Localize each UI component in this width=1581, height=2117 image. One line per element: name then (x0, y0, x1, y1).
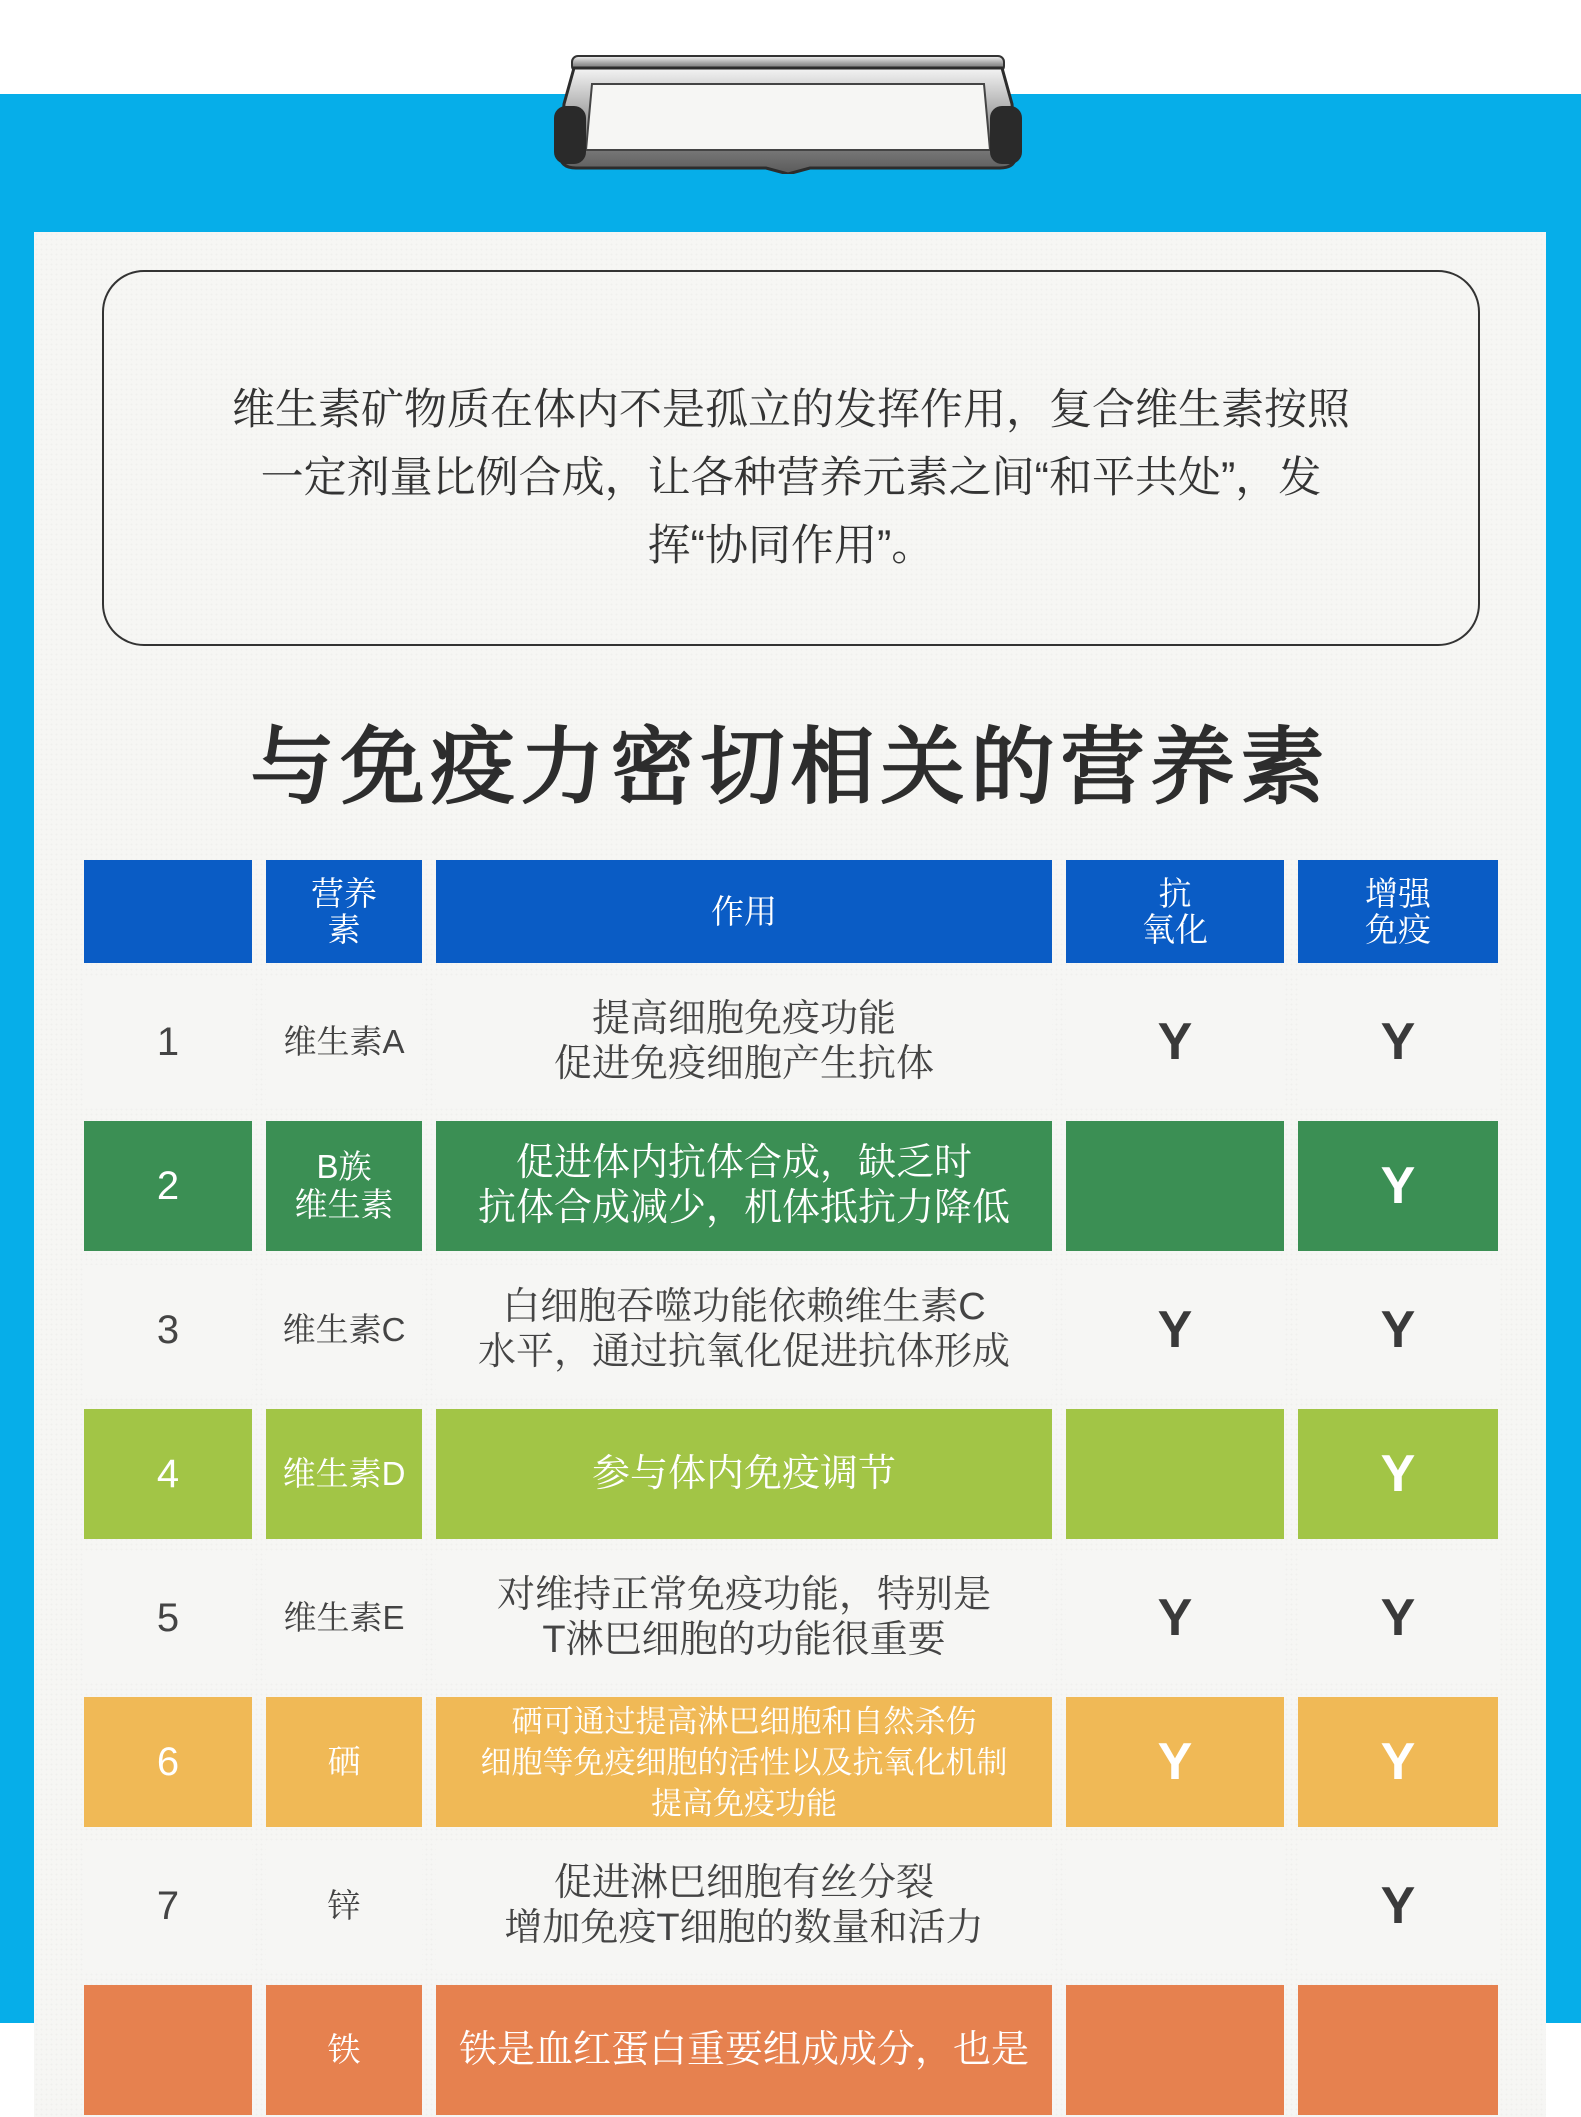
row-number: 3 (84, 1265, 252, 1395)
immunity-mark: Y (1298, 1265, 1498, 1395)
header-antioxidant-line: 抗 (1158, 874, 1192, 912)
nutrient-name-line: 铁 (327, 2031, 361, 2068)
immunity-mark: Y (1298, 1121, 1498, 1251)
row-number: 4 (84, 1409, 252, 1539)
antioxidant-mark: Y (1066, 977, 1284, 1107)
nutrient-name-line: 维生素D (282, 1455, 406, 1492)
header-effect: 作用 (436, 860, 1052, 963)
nutrient-name-line: 维生素E (283, 1599, 405, 1636)
nutrient-name (266, 1409, 422, 1539)
nutrient-effect-line: 水平，通过抗氧化促进抗体形成 (477, 1331, 1010, 1373)
row-number: 2 (84, 1121, 252, 1251)
intro-callout-box (102, 270, 1480, 646)
nutrient-effect-line: 促进体内抗体合成，缺乏时 (515, 1142, 972, 1184)
nutrient-name (266, 977, 422, 1107)
immunity-mark: Y (1298, 1841, 1498, 1971)
header-antioxidant-line: 氧化 (1142, 910, 1208, 948)
nutrient-effect (436, 1409, 1052, 1539)
nutrient-effect-line: 硒可通过提高淋巴细胞和自然杀伤 (511, 1703, 977, 1739)
row-number: 5 (84, 1553, 252, 1683)
header-antioxidant (1066, 860, 1284, 963)
row-number: 7 (84, 1841, 252, 1971)
header-immunity (1298, 860, 1498, 963)
intro-line: 维生素矿物质在体内不是孤立的发挥作用，复合维生素按照 (232, 386, 1350, 434)
header-immunity-line: 增强 (1365, 874, 1431, 912)
antioxidant-mark (1066, 1121, 1284, 1251)
nutrient-effect-line: 白细胞吞噬功能依赖维生素C (502, 1286, 986, 1328)
nutrient-effect (436, 1553, 1052, 1683)
nutrient-effect (436, 977, 1052, 1107)
nutrient-effect-line: 参与体内免疫调节 (591, 1452, 896, 1495)
antioxidant-mark: Y (1066, 1697, 1284, 1827)
clipboard-clip (552, 54, 1024, 174)
nutrient-name-line: 维生素C (282, 1311, 406, 1348)
antioxidant-mark (1066, 1985, 1284, 2115)
nutrient-name-line: 维生素A (283, 1023, 405, 1060)
nutrient-name (266, 1121, 422, 1251)
header-nutrient-line: 素 (327, 910, 361, 948)
antioxidant-mark (1066, 1841, 1284, 1971)
nutrient-name (266, 1697, 422, 1827)
nutrient-effect-line: 增加免疫T细胞的数量和活力 (504, 1907, 984, 1949)
immunity-mark: Y (1298, 1409, 1498, 1539)
nutrient-name (266, 1553, 422, 1683)
nutrient-name-line: 维生素 (294, 1186, 394, 1223)
nutrient-name-line: 硒 (327, 1743, 361, 1780)
nutrient-effect-line: 提高免疫功能 (651, 1785, 837, 1821)
nutrient-name (266, 1841, 422, 1971)
antioxidant-mark (1066, 1409, 1284, 1539)
row-number: 6 (84, 1697, 252, 1827)
immunity-mark: Y (1298, 1697, 1498, 1827)
header-nutrient-line: 营养 (311, 874, 377, 912)
header-nutrient (266, 860, 422, 963)
nutrient-effect-line: 提高细胞免疫功能 (591, 998, 896, 1040)
nutrient-effect (436, 1697, 1052, 1827)
section-title: 与免疫力密切相关的营养素 (250, 720, 1331, 814)
nutrient-effect-line: T淋巴细胞的功能很重要 (542, 1619, 946, 1661)
immunity-mark: Y (1298, 1553, 1498, 1683)
intro-line: 挥“协同作用”。 (647, 522, 935, 570)
antioxidant-mark: Y (1066, 1553, 1284, 1683)
nutrient-effect-line: 铁是血红蛋白重要组成成分，也是 (458, 2028, 1029, 2071)
header-number (84, 860, 252, 963)
nutrient-effect-line: 细胞等免疫细胞的活性以及抗氧化机制 (480, 1744, 1008, 1780)
intro-line: 一定剂量比例合成，让各种营养元素之间“和平共处”，发 (260, 454, 1322, 502)
immunity-mark: Y (1298, 977, 1498, 1107)
nutrient-effect-line: 促进免疫细胞产生抗体 (553, 1043, 934, 1085)
header-immunity-line: 免疫 (1365, 910, 1431, 948)
nutrient-name (266, 1985, 422, 2115)
nutrient-effect (436, 1121, 1052, 1251)
nutrient-effect (436, 1265, 1052, 1395)
nutrient-effect-line: 对维持正常免疫功能，特别是 (496, 1574, 991, 1616)
nutrient-table (84, 860, 1498, 2115)
intro-text (206, 376, 1376, 580)
nutrient-name (266, 1265, 422, 1395)
nutrient-effect-line: 促进淋巴细胞有丝分裂 (553, 1862, 934, 1904)
nutrient-name-line: B族 (316, 1148, 372, 1185)
nutrient-name-line: 锌 (327, 1887, 361, 1924)
antioxidant-mark: Y (1066, 1265, 1284, 1395)
nutrient-effect (436, 1985, 1052, 2115)
immunity-mark (1298, 1985, 1498, 2115)
nutrient-effect (436, 1841, 1052, 1971)
row-number: 1 (84, 977, 252, 1107)
row-number (84, 1985, 252, 2115)
nutrient-effect-line: 抗体合成减少，机体抵抗力降低 (477, 1187, 1010, 1229)
